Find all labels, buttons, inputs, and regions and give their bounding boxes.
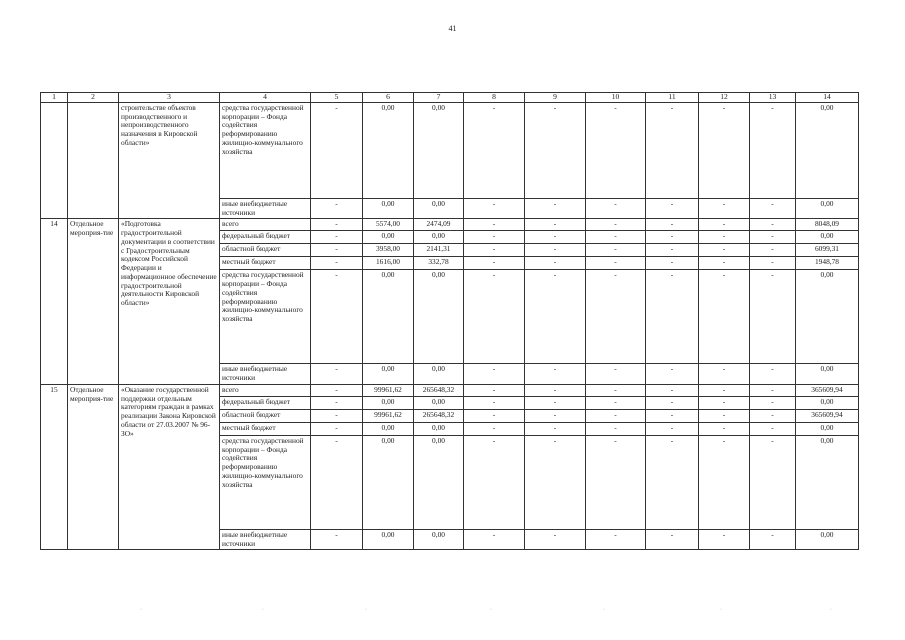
funding-row: [41, 219, 859, 231]
value-col12: -: [699, 219, 750, 231]
value-col14: 0,00: [796, 199, 859, 219]
value-col6: 0,00: [363, 422, 414, 435]
value-col9: -: [525, 422, 586, 435]
value-col13: -: [750, 244, 796, 257]
value-col14: 0,00: [796, 231, 859, 244]
budget-table: [40, 92, 859, 550]
column-number: 8: [464, 93, 525, 103]
value-col6: 0,00: [363, 364, 414, 384]
value-col8: -: [464, 231, 525, 244]
scan-speck: ·: [262, 607, 264, 613]
column-number: 14: [796, 93, 859, 103]
value-col6: 1616,00: [363, 257, 414, 270]
value-col5: -: [311, 364, 363, 384]
column-number: 3: [119, 93, 220, 103]
funding-source: средства государственной корпорации – Фонда содействия реформированию жилищно-коммунального хозяйства: [220, 435, 311, 529]
value-col6: 5574,00: [363, 219, 414, 231]
value-col9: -: [525, 199, 586, 219]
value-col13: -: [750, 384, 796, 396]
value-col5: -: [311, 435, 363, 529]
scan-speck: ·: [490, 607, 492, 613]
value-col13: -: [750, 219, 796, 231]
table-body: [41, 93, 859, 550]
value-col7: 0,00: [414, 435, 464, 529]
value-col13: -: [750, 422, 796, 435]
value-col10: -: [586, 529, 646, 549]
event-number: 15: [41, 384, 68, 549]
value-col5: -: [311, 219, 363, 231]
value-col12: -: [699, 244, 750, 257]
funding-row: [41, 384, 859, 396]
value-col5: -: [311, 270, 363, 364]
value-col5: -: [311, 103, 363, 199]
value-col7: 0,00: [414, 199, 464, 219]
value-col11: -: [646, 219, 699, 231]
value-col14: 365609,94: [796, 384, 859, 396]
value-col14: 0,00: [796, 529, 859, 549]
column-number: 9: [525, 93, 586, 103]
scan-speck: ·: [140, 607, 142, 613]
value-col5: -: [311, 384, 363, 396]
value-col13: -: [750, 396, 796, 409]
value-col6: 0,00: [363, 529, 414, 549]
value-col5: -: [311, 409, 363, 422]
event-type: Отдельное мероприя-тие: [68, 384, 119, 549]
value-col12: -: [699, 409, 750, 422]
value-col11: -: [646, 384, 699, 396]
value-col10: -: [586, 422, 646, 435]
value-col6: 3958,00: [363, 244, 414, 257]
value-col8: -: [464, 422, 525, 435]
scan-speck: ·: [365, 607, 367, 613]
value-col5: -: [311, 244, 363, 257]
value-col9: -: [525, 231, 586, 244]
value-col11: -: [646, 103, 699, 199]
event-name: «Оказание государственной поддержки отдельным категориям граждан в рамках реализации Закона Кировской области от 27.03.2007 № 96-ЗО»: [119, 384, 220, 549]
value-col13: -: [750, 103, 796, 199]
value-col12: -: [699, 396, 750, 409]
value-col6: 0,00: [363, 396, 414, 409]
value-col7: 0,00: [414, 529, 464, 549]
value-col5: -: [311, 396, 363, 409]
funding-source: всего: [220, 384, 311, 396]
value-col7: 0,00: [414, 231, 464, 244]
value-col8: -: [464, 435, 525, 529]
value-col8: -: [464, 219, 525, 231]
scan-speck: ·: [603, 607, 605, 613]
value-col8: -: [464, 270, 525, 364]
column-number: 2: [68, 93, 119, 103]
value-col6: 0,00: [363, 199, 414, 219]
value-col7: 0,00: [414, 396, 464, 409]
scan-speck: ·: [830, 607, 832, 613]
event-type-cell: [68, 103, 119, 219]
value-col12: -: [699, 435, 750, 529]
value-col7: 2141,31: [414, 244, 464, 257]
column-number: 6: [363, 93, 414, 103]
value-col11: -: [646, 270, 699, 364]
value-col10: -: [586, 384, 646, 396]
value-col10: -: [586, 219, 646, 231]
value-col10: -: [586, 409, 646, 422]
column-number: 12: [699, 93, 750, 103]
value-col10: -: [586, 257, 646, 270]
value-col8: -: [464, 529, 525, 549]
funding-source: иные внебюджетные источники: [220, 364, 311, 384]
funding-source: местный бюджет: [220, 422, 311, 435]
value-col7: 332,78: [414, 257, 464, 270]
column-number: 11: [646, 93, 699, 103]
value-col6: 0,00: [363, 103, 414, 199]
value-col10: -: [586, 231, 646, 244]
value-col13: -: [750, 231, 796, 244]
value-col6: 0,00: [363, 270, 414, 364]
value-col9: -: [525, 244, 586, 257]
column-number: 13: [750, 93, 796, 103]
value-col11: -: [646, 231, 699, 244]
funding-source: областной бюджет: [220, 409, 311, 422]
value-col13: -: [750, 364, 796, 384]
value-col10: -: [586, 103, 646, 199]
value-col13: -: [750, 529, 796, 549]
value-col8: -: [464, 103, 525, 199]
value-col12: -: [699, 270, 750, 364]
value-col12: -: [699, 364, 750, 384]
scan-artifacts: [0, 607, 905, 617]
funding-source: средства государственной корпорации – Фонда содействия реформированию жилищно-коммунального хозяйства: [220, 270, 311, 364]
value-col9: -: [525, 257, 586, 270]
value-col10: -: [586, 435, 646, 529]
funding-source: федеральный бюджет: [220, 231, 311, 244]
value-col12: -: [699, 231, 750, 244]
value-col9: -: [525, 219, 586, 231]
value-col9: -: [525, 435, 586, 529]
value-col14: 0,00: [796, 396, 859, 409]
value-col7: 0,00: [414, 422, 464, 435]
value-col8: -: [464, 257, 525, 270]
value-col10: -: [586, 199, 646, 219]
column-number: 4: [220, 93, 311, 103]
scan-speck: ·: [720, 607, 722, 613]
value-col11: -: [646, 396, 699, 409]
value-col7: 2474,09: [414, 219, 464, 231]
value-col13: -: [750, 435, 796, 529]
event-number: 14: [41, 219, 68, 384]
value-col12: -: [699, 384, 750, 396]
page-number: 41: [448, 24, 457, 33]
value-col8: -: [464, 199, 525, 219]
column-number: 10: [586, 93, 646, 103]
event-number-cell: [41, 103, 68, 219]
value-col5: -: [311, 199, 363, 219]
value-col11: -: [646, 244, 699, 257]
value-col10: -: [586, 244, 646, 257]
column-number-row: [41, 93, 859, 103]
value-col13: -: [750, 257, 796, 270]
funding-source: иные внебюджетные источники: [220, 199, 311, 219]
value-col14: 0,00: [796, 364, 859, 384]
value-col11: -: [646, 409, 699, 422]
value-col11: -: [646, 199, 699, 219]
value-col12: -: [699, 257, 750, 270]
value-col12: -: [699, 422, 750, 435]
value-col12: -: [699, 103, 750, 199]
funding-source: областной бюджет: [220, 244, 311, 257]
value-col8: -: [464, 384, 525, 396]
value-col5: -: [311, 231, 363, 244]
value-col14: 0,00: [796, 435, 859, 529]
event-name: «Подготовка градостроительной документации в соответствии с Градостроительным кодексом Российской Федерации и информационное обеспечение градостроительной деятельности Кировской области»: [119, 219, 220, 384]
value-col14: 1948,78: [796, 257, 859, 270]
value-col14: 6099,31: [796, 244, 859, 257]
value-col11: -: [646, 257, 699, 270]
value-col9: -: [525, 103, 586, 199]
funding-row: [41, 103, 859, 199]
value-col9: -: [525, 409, 586, 422]
value-col9: -: [525, 384, 586, 396]
value-col10: -: [586, 270, 646, 364]
event-type: Отдельное мероприя-тие: [68, 219, 119, 384]
value-col9: -: [525, 364, 586, 384]
value-col9: -: [525, 396, 586, 409]
value-col7: 265648,32: [414, 409, 464, 422]
value-col14: 0,00: [796, 422, 859, 435]
value-col6: 0,00: [363, 231, 414, 244]
value-col9: -: [525, 529, 586, 549]
value-col7: 265648,32: [414, 384, 464, 396]
value-col10: -: [586, 364, 646, 384]
value-col5: -: [311, 422, 363, 435]
funding-source: местный бюджет: [220, 257, 311, 270]
funding-source: всего: [220, 219, 311, 231]
value-col14: 8048,09: [796, 219, 859, 231]
value-col14: 0,00: [796, 103, 859, 199]
value-col7: 0,00: [414, 270, 464, 364]
value-col11: -: [646, 422, 699, 435]
value-col6: 99961,62: [363, 409, 414, 422]
event-name: строительстве объектов производственного и непроизводственного назначения в Кировской области»: [119, 103, 220, 219]
value-col11: -: [646, 435, 699, 529]
value-col5: -: [311, 257, 363, 270]
value-col7: 0,00: [414, 103, 464, 199]
value-col7: 0,00: [414, 364, 464, 384]
value-col8: -: [464, 409, 525, 422]
value-col12: -: [699, 199, 750, 219]
value-col10: -: [586, 396, 646, 409]
value-col14: 0,00: [796, 270, 859, 364]
value-col8: -: [464, 244, 525, 257]
value-col13: -: [750, 409, 796, 422]
value-col6: 0,00: [363, 435, 414, 529]
funding-source: федеральный бюджет: [220, 396, 311, 409]
value-col5: -: [311, 529, 363, 549]
column-number: 7: [414, 93, 464, 103]
value-col8: -: [464, 364, 525, 384]
value-col14: 365609,94: [796, 409, 859, 422]
value-col9: -: [525, 270, 586, 364]
value-col11: -: [646, 529, 699, 549]
value-col6: 99961,62: [363, 384, 414, 396]
value-col8: -: [464, 396, 525, 409]
funding-source: иные внебюджетные источники: [220, 529, 311, 549]
value-col11: -: [646, 364, 699, 384]
column-number: 5: [311, 93, 363, 103]
value-col13: -: [750, 270, 796, 364]
value-col13: -: [750, 199, 796, 219]
funding-source: средства государственной корпорации – Фонда содействия реформированию жилищно-коммунального хозяйства: [220, 103, 311, 199]
column-number: 1: [41, 93, 68, 103]
value-col12: -: [699, 529, 750, 549]
